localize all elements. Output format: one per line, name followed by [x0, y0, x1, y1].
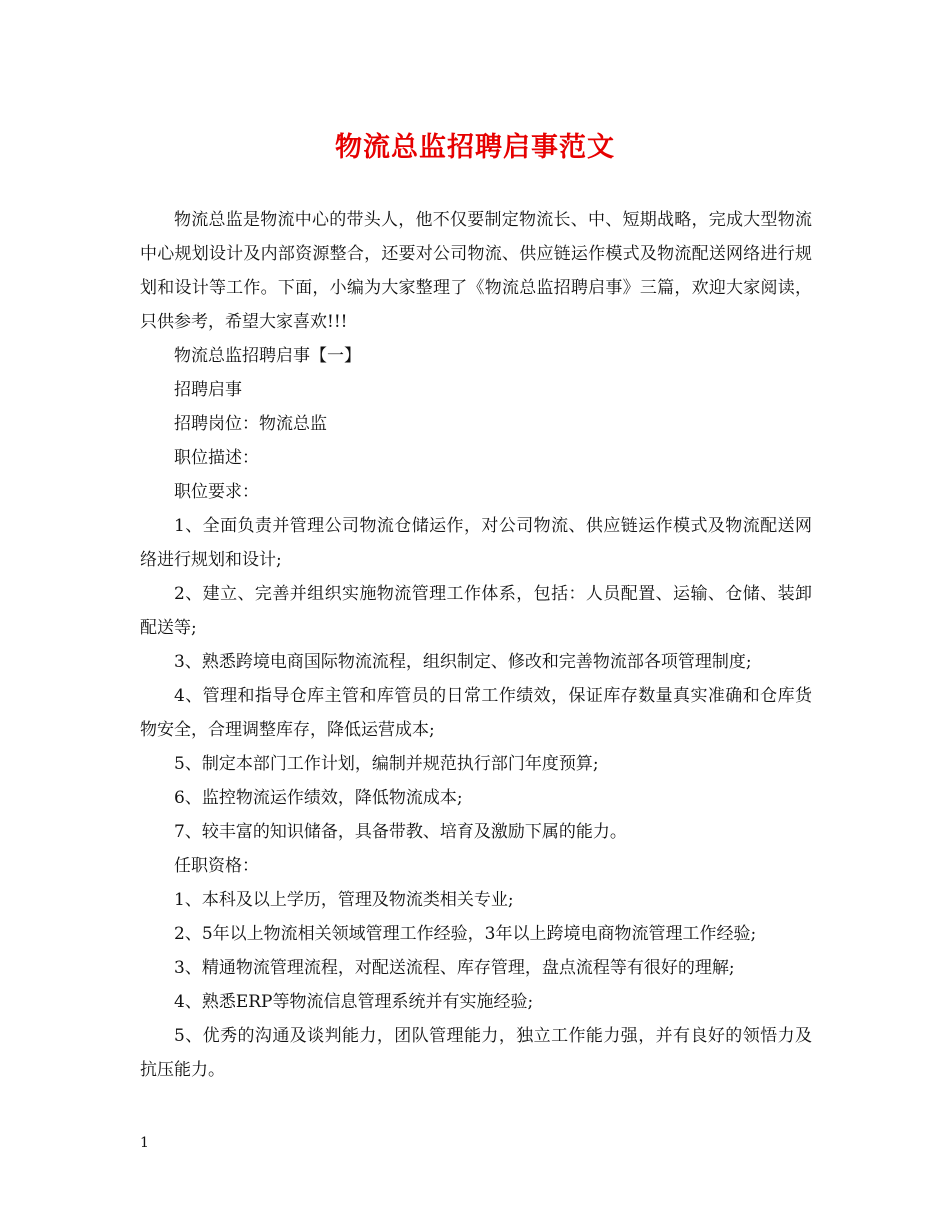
- paragraph: 4、管理和指导仓库主管和库管员的日常工作绩效，保证库存数量真实准确和仓库货物安全，合理调整库存，降低运营成本;: [140, 686, 812, 740]
- paragraph: 3、精通物流管理流程，对配送流程、库存管理，盘点流程等有很好的理解;: [174, 958, 735, 978]
- paragraph: 招聘岗位：物流总监: [174, 414, 327, 434]
- paragraph: 招聘启事: [174, 380, 242, 400]
- paragraph: 3、熟悉跨境电商国际物流流程，组织制定、修改和完善物流部各项管理制度;: [174, 652, 752, 672]
- paragraph: 4、熟悉ERP等物流信息管理系统并有实施经验;: [174, 992, 534, 1012]
- paragraph: 任职资格：: [174, 856, 259, 876]
- paragraph: 1、本科及以上学历，管理及物流类相关专业;: [174, 890, 514, 910]
- paragraph: 2、5年以上物流相关领域管理工作经验，3年以上跨境电商物流管理工作经验;: [174, 924, 757, 944]
- paragraph: 职位要求：: [174, 482, 259, 502]
- paragraph: 5、优秀的沟通及谈判能力，团队管理能力，独立工作能力强，并有良好的领悟力及抗压能力。: [140, 1026, 812, 1080]
- paragraph: 5、制定本部门工作计划，编制并规范执行部门年度预算;: [174, 754, 599, 774]
- paragraph: 6、监控物流运作绩效，降低物流成本;: [174, 788, 463, 808]
- paragraph: 物流总监招聘启事【一】: [174, 346, 361, 366]
- document-title: 物流总监招聘启事范文: [335, 132, 615, 163]
- paragraph: 7、较丰富的知识储备，具备带教、培育及激励下属的能力。: [174, 822, 627, 842]
- page-number: 1: [140, 1135, 149, 1151]
- paragraph: 物流总监是物流中心的带头人，他不仅要制定物流长、中、短期战略，完成大型物流中心规划设计及内部资源整合，还要对公司物流、供应链运作模式及物流配送网络进行规划和设计等工作。下面，小编为大家整理了《物流总监招聘启事》三篇，欢迎大家阅读，只供参考，希望大家喜欢!!!: [140, 210, 812, 332]
- paragraph: 2、建立、完善并组织实施物流管理工作体系，包括：人员配置、运输、仓储、装卸配送等;: [140, 584, 812, 638]
- paragraph: 职位描述：: [174, 448, 259, 468]
- paragraph: 1、全面负责并管理公司物流仓储运作，对公司物流、供应链运作模式及物流配送网络进行规划和设计;: [140, 516, 812, 570]
- document-body: [140, 203, 812, 1087]
